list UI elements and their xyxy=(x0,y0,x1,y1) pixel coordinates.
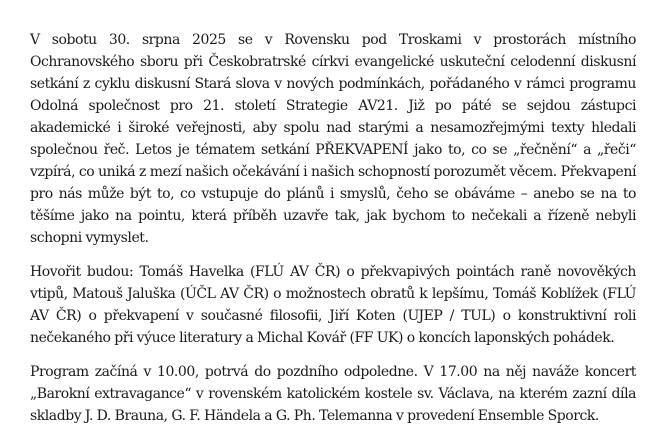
paragraph-program: Program začíná v 10.00, potrvá do pozdního odpoledne. V 17.00 na něj naváže koncert „Barokní extravagance“ v rovenském katolickém kostele sv. Václava, na kterém zazní díla skladby J. D. Brauna, G. F. Händela a G. Ph. Telemanna v provedení Ensemble Sporck. xyxy=(30,364,636,424)
paragraph-speakers: Hovořit budou: Tomáš Havelka (FLÚ AV ČR) o překvapivých pointách raně novověkých vtipů, Matouš Jaluška (ÚČL AV ČR) o možnostech obratů k lepšímu, Tomáš Koblížek (FLÚ AV ČR) o překvapení v současné filosofii, Jiří Koten (UJEP / TUL) o konstruktivní roli nečekaného při výuce literatury a Michal Kovář (FF UK) o koncích laponských pohádek. xyxy=(30,264,636,346)
paragraph-event-intro: V sobotu 30. srpna 2025 se v Rovensku pod Troskami v prostorách místního Ochranovského sboru při Českobratrské církvi evangelické uskuteční celodenní diskusní setkání z cyklu diskusní Stará slova v nových podmínkách, pořádaného v rámci programu Odolná společnost pro 21. století Strategie AV21. Již po páté se sejdou zástupci akademické i široké veřejnosti, aby spolu nad starými a nesamozřejmými texty hledali společnou řeč. Letos je tématem setkání PŘEKVAPENÍ jako to, co se „řečnění“ a „řeči“ vzpírá, co uniká z mezí našich očekávání i našich schopností porozumět věcem. Překvapení pro nás může být to, co vstupuje do plánů i smyslů, čeho se obáváme – anebo se na to těšíme jako na pointu, která příběh uzavře tak, jak bychom to nečekali a řízeně nebyli schopni vymyslet. xyxy=(30,32,636,246)
document-body xyxy=(30,29,636,427)
